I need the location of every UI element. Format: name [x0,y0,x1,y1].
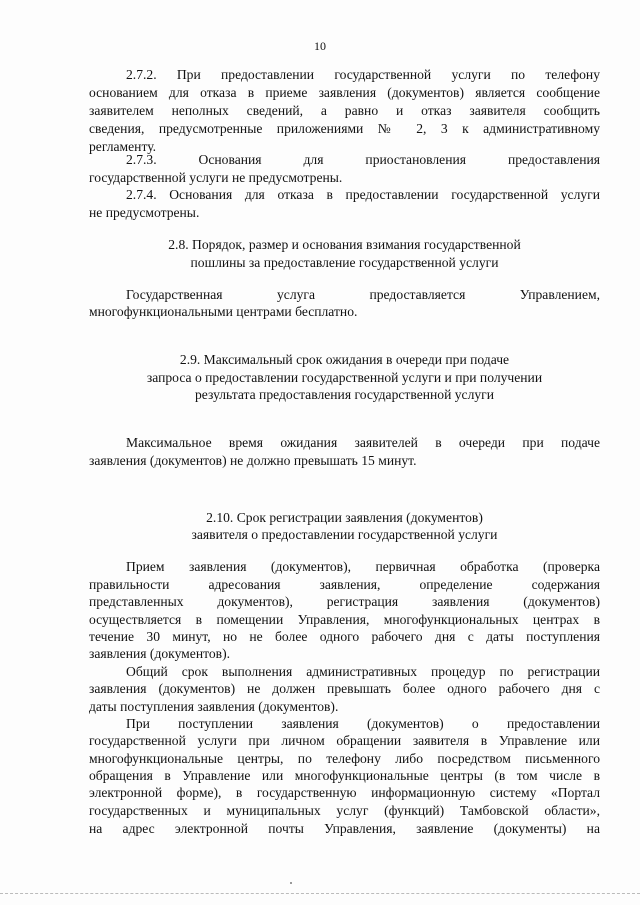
text-2-10-p1-line-4: осуществляется в помещении Управления, многофункциональных центрах в [89,612,600,627]
section-2-7-4-line-2: не предусмотрены. [89,205,200,220]
text-2-10-p3-line-6: государственных и муниципальных услуг (функций) Тамбовской области», [89,803,600,818]
heading-2-10-line-2: заявителя о предоставлении государственной услуги [191,527,498,542]
section-2-7-3-line-1: 2.7.3. Основания для приостановления предоставления [126,152,600,167]
section-2-7-2-line-3: заявителем неполных сведений, а равно и отказ заявителя сообщить [89,103,600,118]
text-2-10-p1-line-6: заявления (документов). [89,646,230,661]
text-2-10-p1-line-1: Прием заявления (документов), первичная обработка (проверка [126,559,600,574]
section-2-7-2-line-1: 2.7.2. При предоставлении государственной услуги по телефону [126,67,600,82]
text-2-10-p3-line-4: обращения в Управление или многофункциональные центры (в том числе в [89,768,600,783]
text-2-9-line-1: Максимальное время ожидания заявителей в очереди при подаче [126,435,600,450]
text-2-9-line-2: заявления (документов) не должно превышать 15 минут. [89,453,417,468]
text-2-8-line-2: многофункциональными центрами бесплатно. [89,304,358,319]
heading-2-8-line-2: пошлины за предоставление государственной услуги [190,255,499,270]
text-2-10-p3-line-3: многофункциональные центры, по телефону либо посредством письменного [89,751,600,766]
text-2-10-p1-line-3: представленных документов), регистрация заявления (документов) [89,594,600,609]
heading-2-10-line-1: 2.10. Срок регистрации заявления (документов) [206,510,483,525]
text-2-8-line-1: Государственная услуга предоставляется Управлением, [126,287,600,302]
scan-speck [290,882,292,884]
section-2-7-2-line-2: основанием для отказа в приеме заявления (документов) является сообщение [89,85,600,100]
page-bottom-edge [0,893,640,894]
section-2-7-4-line-1: 2.7.4. Основания для отказа в предоставлении государственной услуги [126,187,600,202]
text-2-10-p2-line-3: даты поступления заявления (документов). [89,699,339,714]
text-2-10-p3-line-5: электронной форме), в государственную информационную систему «Портал [89,785,600,800]
text-2-10-p3-line-1: При поступлении заявления (документов) о предоставлении [126,716,600,731]
text-2-10-p2-line-2: заявления (документов) не должен превышать более одного рабочего дня с [89,681,600,696]
heading-2-9-line-2: запроса о предоставлении государственной услуги и при получении [146,370,543,385]
text-2-10-p3-line-7: на адрес электронной почты Управления, заявление (документы) на [89,821,600,836]
section-2-7-2-line-4: сведения, предусмотренные приложениями № 2, 3 к административному [89,121,600,136]
heading-2-9-line-3: результата предоставления государственной услуги [194,387,495,402]
section-2-7-2-line-5: регламенту. [89,139,157,154]
heading-2-9-line-1: 2.9. Максимальный срок ожидания в очереди при подаче [179,352,510,367]
text-2-10-p1-line-5: течение 30 минут, но не более одного рабочего дня с даты поступления [89,629,600,644]
text-2-10-p3-line-2: государственной услуги при личном обращении заявителя в Управление или [89,733,600,748]
page-number: 10 [314,39,326,53]
text-2-10-p1-line-2: правильности адресования заявления, определение содержания [89,577,600,592]
heading-2-8-line-1: 2.8. Порядок, размер и основания взимания государственной [168,237,521,252]
section-2-7-3-line-2: государственной услуги не предусмотрены. [89,170,343,185]
text-2-10-p2-line-1: Общий срок выполнения административных процедур по регистрации [126,664,600,679]
